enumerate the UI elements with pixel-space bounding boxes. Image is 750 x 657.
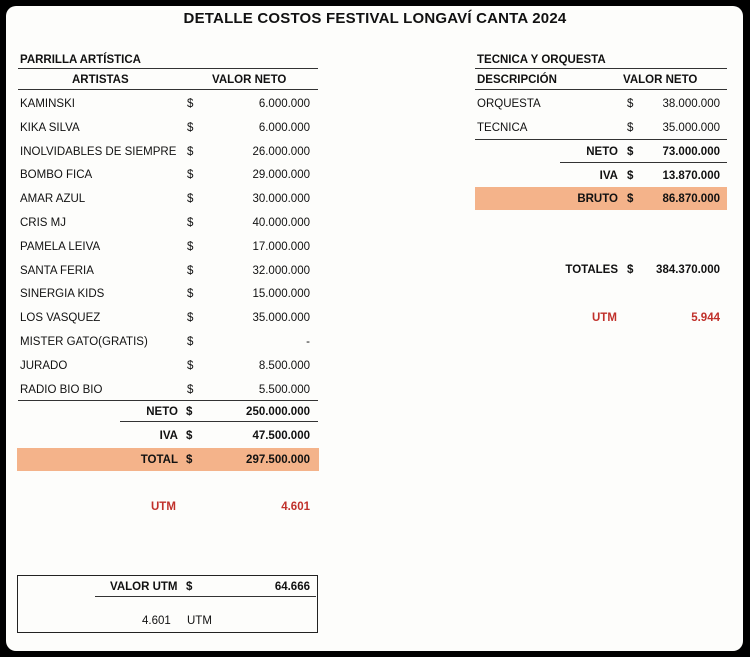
left-iva-label: IVA	[159, 430, 178, 442]
left-row-value: 5.500.000	[258, 383, 310, 396]
left-utm-value: 4.601	[281, 501, 310, 513]
utm-count: 4.601	[142, 615, 171, 627]
right-neto-currency: $	[627, 146, 634, 158]
left-row-currency: $	[187, 240, 194, 253]
left-row-name: RADIO BIO BIO	[20, 383, 103, 396]
left-row-value: 29.000.000	[252, 169, 310, 182]
left-row-name: BOMBO FICA	[20, 169, 93, 182]
right-row-value: 38.000.000	[662, 98, 720, 110]
left-row-value: 6.000.000	[258, 121, 310, 134]
left-row-name: JURADO	[20, 359, 68, 372]
right-row-value: 35.000.000	[662, 122, 720, 134]
left-row-currency: $	[187, 288, 194, 301]
left-iva-value: 47.500.000	[252, 430, 310, 442]
left-row-value: 30.000.000	[252, 193, 310, 206]
right-utm-label: UTM	[592, 312, 617, 324]
left-row-currency: $	[187, 359, 194, 372]
right-row-name: TECNICA	[477, 122, 528, 134]
right-bruto-label: BRUTO	[577, 193, 618, 205]
left-row-value: 40.000.000	[252, 217, 310, 229]
totales-currency: $	[627, 264, 634, 276]
left-row-currency: $	[187, 98, 194, 110]
right-row-currency: $	[627, 98, 634, 110]
left-neto-label: NETO	[146, 406, 178, 418]
left-total-currency: $	[186, 454, 193, 466]
left-row-currency: $	[187, 264, 194, 277]
left-utm-label: UTM	[151, 501, 176, 513]
right-iva-currency: $	[627, 170, 634, 182]
left-row-currency: $	[187, 121, 194, 134]
left-col-valor-neto: VALOR NETO	[212, 74, 287, 86]
valor-utm-label: VALOR UTM	[110, 581, 178, 593]
left-row-name: SANTA FERIA	[20, 264, 94, 277]
valor-utm-value: 64.666	[274, 581, 310, 593]
left-row-name: INOLVIDABLES DE SIEMPRE	[20, 145, 177, 158]
left-row-currency: $	[187, 193, 194, 206]
left-row-name: AMAR AZUL	[20, 193, 86, 206]
right-col-descripcion: DESCRIPCIÓN	[477, 74, 557, 86]
left-iva-currency: $	[186, 430, 193, 442]
right-iva-value: 13.870.000	[662, 170, 720, 182]
left-row-currency: $	[187, 169, 194, 182]
left-total-value: 297.500.000	[246, 454, 310, 466]
left-row-value: 6.000.000	[258, 98, 310, 110]
right-iva-label: IVA	[599, 170, 618, 182]
right-col-valor-neto: VALOR NETO	[623, 74, 698, 86]
left-row-name: MISTER GATO(GRATIS)	[20, 336, 148, 348]
totales-label: TOTALES	[565, 264, 618, 276]
left-neto-currency: $	[186, 406, 193, 418]
left-row-value: 32.000.000	[252, 264, 310, 277]
left-row-value: 15.000.000	[252, 288, 310, 301]
right-neto-label: NETO	[586, 146, 618, 158]
left-total-label: TOTAL	[140, 454, 178, 466]
left-row-currency: $	[187, 145, 194, 158]
left-section-title: PARRILLA ARTÍSTICA	[20, 54, 141, 66]
right-bruto-value: 86.870.000	[662, 193, 720, 205]
totales-value: 384.370.000	[656, 264, 720, 276]
left-neto-value: 250.000.000	[246, 406, 310, 418]
left-row-name: CRIS MJ	[20, 217, 66, 229]
utm-unit: UTM	[187, 615, 212, 627]
left-row-currency: $	[187, 312, 194, 325]
left-row-currency: $	[187, 383, 194, 396]
right-neto-value: 73.000.000	[662, 146, 720, 158]
left-row-name: LOS VASQUEZ	[20, 312, 101, 325]
left-row-name: KAMINSKI	[20, 98, 75, 110]
right-utm-value: 5.944	[691, 312, 720, 324]
left-col-artistas: ARTISTAS	[72, 74, 129, 86]
page-title: DETALLE COSTOS FESTIVAL LONGAVÍ CANTA 2024	[183, 10, 567, 27]
left-row-currency: $	[187, 336, 194, 348]
right-bruto-currency: $	[627, 193, 634, 205]
right-section-title: TECNICA Y ORQUESTA	[477, 54, 606, 66]
valor-utm-currency: $	[186, 581, 193, 593]
left-row-value: -	[306, 336, 310, 348]
right-row-name: ORQUESTA	[477, 98, 541, 110]
left-row-name: PAMELA LEIVA	[20, 240, 101, 253]
left-row-value: 35.000.000	[252, 312, 310, 325]
left-row-name: SINERGIA KIDS	[20, 288, 105, 301]
right-row-currency: $	[627, 122, 634, 134]
left-row-name: KIKA SILVA	[20, 121, 80, 134]
left-row-value: 8.500.000	[258, 359, 310, 372]
left-row-value: 17.000.000	[252, 240, 310, 253]
left-row-value: 26.000.000	[252, 145, 310, 158]
left-row-currency: $	[187, 217, 194, 229]
